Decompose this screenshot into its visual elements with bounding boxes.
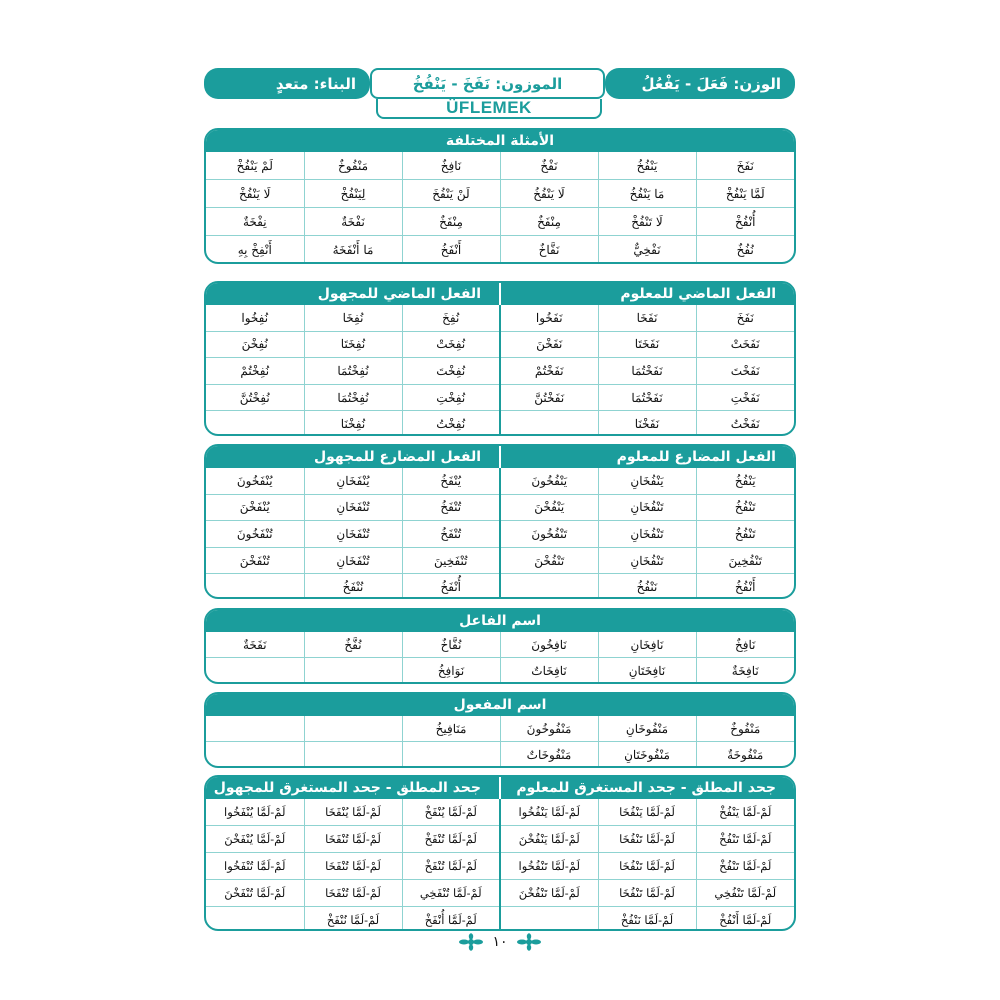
passive-cell <box>206 574 304 599</box>
section-heading-passive: الفعل المضارع للمجهول <box>206 446 501 468</box>
table-cell: نَوَافِخُ <box>402 658 500 684</box>
table-cell: لَمَّا يَنْفُخْ <box>696 180 794 208</box>
past-tense-table <box>206 305 794 436</box>
passive-cell: لَمْ-لَمَّا يُنْفَخْنَ <box>206 826 304 853</box>
active-cell: تَنْفُخِينَ <box>696 547 794 574</box>
negation-table <box>206 799 794 931</box>
active-cell: تَنْفُخُ <box>696 521 794 548</box>
passive-cell: تُنْفَخُ <box>402 494 500 521</box>
active-cell: لَمْ-لَمَّا تَنْفُخَا <box>598 880 696 907</box>
active-cell: لَمْ-لَمَّا يَنْفُخَا <box>598 799 696 826</box>
table-row <box>206 236 794 264</box>
passive-cell: نُنْفَخُ <box>304 574 402 599</box>
table-cell: مَنْفُوخَةٌ <box>696 742 794 768</box>
section-heading-active: جحد المطلق - جحد المستغرق للمعلوم <box>516 780 776 796</box>
passive-cell: نُفِخَتَا <box>304 331 402 358</box>
table-cell: نُفَّخٌ <box>304 632 402 658</box>
active-cell: نَفَخْتُمَا <box>598 384 696 411</box>
passive-cell: لَمْ-لَمَّا تُنْفَخْنَ <box>206 880 304 907</box>
passive-cell: لَمْ-لَمَّا يُنْفَخُوا <box>206 799 304 826</box>
table-row <box>206 826 794 853</box>
table-cell: مَا أَنْفَخَهُ <box>304 236 402 264</box>
bina-label: البناء: متعدٍ <box>275 74 356 93</box>
page-footer <box>0 930 1000 954</box>
passive-cell: نُفِخْتُمَا <box>304 384 402 411</box>
table-cell: لَنْ يَنْفُخَ <box>402 180 500 208</box>
section-header <box>206 610 794 632</box>
present-tense-table <box>206 468 794 599</box>
passive-cell: لَمْ-لَمَّا تُنْفَخُوا <box>206 853 304 880</box>
table-cell: يَنْفُخُ <box>598 152 696 180</box>
passive-cell: لَمْ-لَمَّا يُنْفَخَا <box>304 799 402 826</box>
table-cell: مَنْفُوخُونَ <box>500 716 598 742</box>
passive-cell: نُفِخْتُمْ <box>206 358 304 385</box>
table-cell <box>304 658 402 684</box>
table-cell: لَمْ يَنْفُخْ <box>206 152 304 180</box>
section-header <box>206 777 794 799</box>
passive-participle-table <box>206 716 794 767</box>
active-cell: لَمْ-لَمَّا تَنْفُخَا <box>598 826 696 853</box>
wazn-pill <box>605 68 795 99</box>
present-tense-section <box>204 444 796 599</box>
passive-cell: يُنْفَخَانِ <box>304 468 402 494</box>
table-cell: نَفَّاخٌ <box>500 236 598 264</box>
table-cell: لَا يَنْفُخُ <box>500 180 598 208</box>
floral-ornament-icon <box>516 933 542 951</box>
table-row <box>206 208 794 236</box>
active-cell: نَفَخْنَا <box>598 411 696 436</box>
active-cell: نَفَخْتُمْ <box>500 358 598 385</box>
active-cell: نَفَخَا <box>598 305 696 331</box>
section-heading: اسم المفعول <box>453 697 547 713</box>
passive-cell: تُنْفَخَانِ <box>304 521 402 548</box>
table-cell: لِيَنْفُخْ <box>304 180 402 208</box>
table-cell: مَنْفُوخٌ <box>304 152 402 180</box>
table-cell: أَنْفَخُ <box>402 236 500 264</box>
table-row <box>206 880 794 907</box>
passive-cell: نُفِخُوا <box>206 305 304 331</box>
table-cell: مَنْفُوخٌ <box>696 716 794 742</box>
table-row <box>206 180 794 208</box>
passive-cell: يُنْفَخُ <box>402 468 500 494</box>
active-cell <box>500 411 598 436</box>
table-row <box>206 907 794 932</box>
passive-cell: تُنْفَخْنَ <box>206 547 304 574</box>
table-cell: نَافِخَاتٌ <box>500 658 598 684</box>
misc-examples-section <box>204 128 796 264</box>
mawzun-label: الموزون: نَفَخَ - يَنْفُخُ <box>412 74 563 93</box>
active-cell: تَنْفُخُونَ <box>500 521 598 548</box>
table-cell: نَفْخٌ <box>500 152 598 180</box>
section-header <box>206 446 794 468</box>
table-cell: لَا تَنْفُخْ <box>598 208 696 236</box>
active-cell: لَمْ-لَمَّا يَنْفُخْ <box>696 799 794 826</box>
passive-cell <box>206 411 304 436</box>
misc-examples-table <box>206 152 794 263</box>
passive-cell: نُفِخَا <box>304 305 402 331</box>
passive-cell: لَمْ-لَمَّا تُنْفَخَا <box>304 826 402 853</box>
table-cell <box>206 658 304 684</box>
active-participle-section <box>204 608 796 684</box>
passive-cell: تُنْفَخِينَ <box>402 547 500 574</box>
table-row <box>206 152 794 180</box>
table-cell: مَنَافِيخُ <box>402 716 500 742</box>
table-row <box>206 853 794 880</box>
passive-cell: تُنْفَخَانِ <box>304 494 402 521</box>
table-cell: نُفَّاخٌ <box>402 632 500 658</box>
table-row <box>206 742 794 768</box>
active-cell: لَمْ-لَمَّا تَنْفُخِي <box>696 880 794 907</box>
table-cell: مَنْفُوخَتَانِ <box>598 742 696 768</box>
active-cell: نَفَخْتُ <box>696 411 794 436</box>
table-cell: نَفَخَةٌ <box>206 632 304 658</box>
section-heading-active: الفعل المضارع للمعلوم <box>616 449 776 465</box>
table-row <box>206 305 794 331</box>
table-cell: أُنْفُخْ <box>696 208 794 236</box>
active-participle-table <box>206 632 794 683</box>
active-cell: لَمْ-لَمَّا أَنْفُخْ <box>696 907 794 932</box>
page-title: ÜFLEMEK <box>376 99 602 119</box>
active-cell: لَمْ-لَمَّا نَنْفُخْ <box>598 907 696 932</box>
passive-cell: لَمْ-لَمَّا تُنْفَخَا <box>304 853 402 880</box>
active-cell: نَفَخَتْ <box>696 331 794 358</box>
active-cell: نَفَخْتُنَّ <box>500 384 598 411</box>
passive-cell: لَمْ-لَمَّا تُنْفَخْ <box>402 826 500 853</box>
passive-cell: نُفِخْتِ <box>402 384 500 411</box>
table-cell: مِنْفَخٌ <box>500 208 598 236</box>
passive-cell: نُفِخْتُ <box>402 411 500 436</box>
table-row <box>206 358 794 385</box>
table-cell: نَافِخَةٌ <box>696 658 794 684</box>
active-cell: نَفَخْنَ <box>500 331 598 358</box>
table-cell: نَفْخَةٌ <box>304 208 402 236</box>
table-cell <box>206 742 304 768</box>
passive-cell: لَمْ-لَمَّا تُنْفَخِي <box>402 880 500 907</box>
active-cell: نَفَخَ <box>696 305 794 331</box>
table-row <box>206 547 794 574</box>
table-cell: مَنْفُوخَانِ <box>598 716 696 742</box>
section-heading-passive: جحد المطلق - جحد المستغرق للمجهول <box>206 777 501 799</box>
passive-cell <box>206 907 304 932</box>
active-cell: لَمْ-لَمَّا تَنْفُخْ <box>696 826 794 853</box>
table-row <box>206 331 794 358</box>
passive-cell: نُفِخْنَ <box>206 331 304 358</box>
active-cell: تَنْفُخَانِ <box>598 521 696 548</box>
table-row <box>206 658 794 684</box>
active-cell: يَنْفُخُ <box>696 468 794 494</box>
table-cell: نِفْخَةٌ <box>206 208 304 236</box>
section-heading: اسم الفاعل <box>459 613 541 629</box>
table-cell <box>304 742 402 768</box>
passive-participle-section <box>204 692 796 768</box>
active-cell: نَفَخْتِ <box>696 384 794 411</box>
table-cell: مَا يَنْفُخُ <box>598 180 696 208</box>
section-heading-passive: الفعل الماضي للمجهول <box>206 283 501 305</box>
active-cell: تَنْفُخْنَ <box>500 547 598 574</box>
active-cell: تَنْفُخُ <box>696 494 794 521</box>
active-cell: أَنْفُخُ <box>696 574 794 599</box>
passive-cell: يُنْفَخُونَ <box>206 468 304 494</box>
table-row <box>206 494 794 521</box>
active-cell: يَنْفُخُونَ <box>500 468 598 494</box>
active-cell: تَنْفُخَانِ <box>598 547 696 574</box>
section-header <box>206 283 794 305</box>
active-cell: لَمْ-لَمَّا يَنْفُخُوا <box>500 799 598 826</box>
passive-cell: أُنْفَخُ <box>402 574 500 599</box>
active-cell: نَفَخْتَ <box>696 358 794 385</box>
table-row <box>206 384 794 411</box>
passive-cell: لَمْ-لَمَّا تُنْفَخَا <box>304 880 402 907</box>
passive-cell: لَمْ-لَمَّا أُنْفَخْ <box>402 907 500 932</box>
active-cell: لَمْ-لَمَّا تَنْفُخَا <box>598 853 696 880</box>
table-cell: نُفُخٌ <box>696 236 794 264</box>
table-cell: نَافِخٌ <box>696 632 794 658</box>
past-tense-section <box>204 281 796 436</box>
active-cell: يَنْفُخَانِ <box>598 468 696 494</box>
table-cell: نَافِخَانِ <box>598 632 696 658</box>
active-cell: تَنْفُخَانِ <box>598 494 696 521</box>
active-cell: لَمْ-لَمَّا تَنْفُخْنَ <box>500 880 598 907</box>
passive-cell: تُنْفَخُونَ <box>206 521 304 548</box>
passive-cell: نُفِخْنَا <box>304 411 402 436</box>
active-cell: نَفَخُوا <box>500 305 598 331</box>
active-cell: نَنْفُخُ <box>598 574 696 599</box>
active-cell: يَنْفُخْنَ <box>500 494 598 521</box>
table-cell: نَفْخِيٌّ <box>598 236 696 264</box>
passive-cell: تُنْفَخَانِ <box>304 547 402 574</box>
passive-cell: تُنْفَخُ <box>402 521 500 548</box>
negation-section <box>204 775 796 931</box>
table-row <box>206 521 794 548</box>
table-row <box>206 411 794 436</box>
section-header <box>206 130 794 152</box>
table-row <box>206 799 794 826</box>
floral-ornament-icon <box>458 933 484 951</box>
wazn-label: الوزن: فَعَلَ - يَفْعُلُ <box>641 74 781 93</box>
active-cell <box>500 907 598 932</box>
table-cell: نَافِخَتَانِ <box>598 658 696 684</box>
passive-cell: لَمْ-لَمَّا يُنْفَخْ <box>402 799 500 826</box>
passive-cell: لَمْ-لَمَّا نُنْفَخْ <box>304 907 402 932</box>
bina-pill <box>204 68 370 99</box>
table-row <box>206 716 794 742</box>
table-cell: مَنْفُوخَاتٌ <box>500 742 598 768</box>
table-row <box>206 574 794 599</box>
active-cell: لَمْ-لَمَّا تَنْفُخُوا <box>500 853 598 880</box>
active-cell: لَمْ-لَمَّا يَنْفُخْنَ <box>500 826 598 853</box>
passive-cell: يُنْفَخْنَ <box>206 494 304 521</box>
active-cell: نَفَخَتَا <box>598 331 696 358</box>
table-cell: مِنْفَخٌ <box>402 208 500 236</box>
active-cell: نَفَخْتُمَا <box>598 358 696 385</box>
passive-cell: نُفِخَتْ <box>402 331 500 358</box>
passive-cell: نُفِخْتَ <box>402 358 500 385</box>
passive-cell: لَمْ-لَمَّا تُنْفَخْ <box>402 853 500 880</box>
passive-cell: نُفِخْتُنَّ <box>206 384 304 411</box>
section-heading-active: الفعل الماضي للمعلوم <box>620 286 776 302</box>
table-row <box>206 468 794 494</box>
active-cell <box>500 574 598 599</box>
table-cell <box>304 716 402 742</box>
table-cell: أَنْفِخْ بِهِ <box>206 236 304 264</box>
table-cell: نَافِخٌ <box>402 152 500 180</box>
mawzun-box <box>370 68 605 99</box>
table-cell: لَا يَنْفُخْ <box>206 180 304 208</box>
table-cell: نَافِخُونَ <box>500 632 598 658</box>
table-cell <box>402 742 500 768</box>
section-header <box>206 694 794 716</box>
section-heading: الأمثلة المختلفة <box>445 133 555 149</box>
table-row <box>206 632 794 658</box>
passive-cell: نُفِخَ <box>402 305 500 331</box>
table-cell <box>206 716 304 742</box>
page-number: ١٠ <box>492 934 508 950</box>
passive-cell: نُفِخْتُمَا <box>304 358 402 385</box>
table-cell: نَفَخَ <box>696 152 794 180</box>
active-cell: لَمْ-لَمَّا تَنْفُخْ <box>696 853 794 880</box>
